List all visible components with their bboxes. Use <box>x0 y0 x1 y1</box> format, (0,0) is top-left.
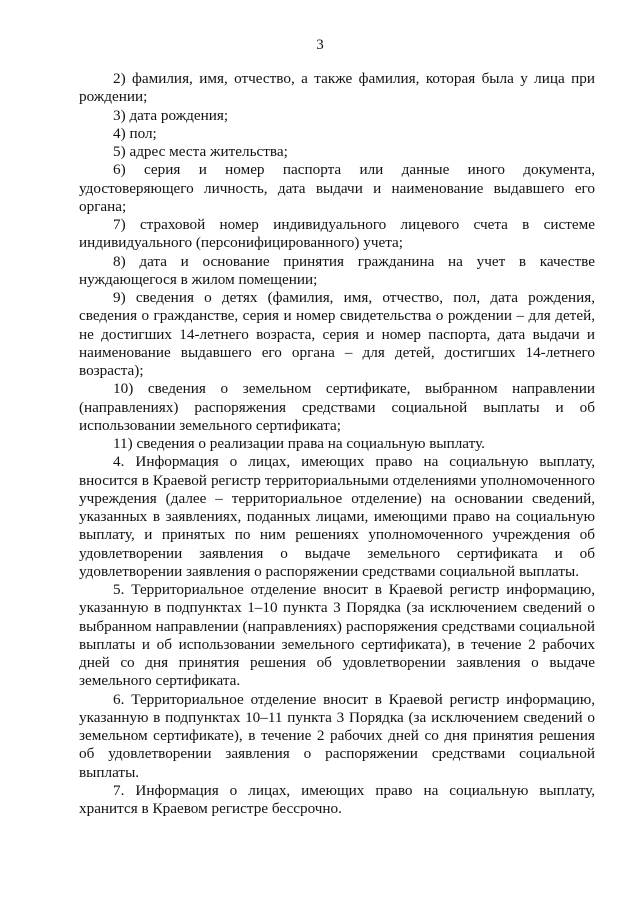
paragraph-item-10: 10) сведения о земельном сертификате, выбранном направлении (направлениях) распоряжения средствами социальной выплаты и об использовании земельного сертификата; <box>79 380 595 434</box>
paragraph-item-11: 11) сведения о реализации права на социальную выплату. <box>113 435 485 452</box>
paragraph-section-4: 4. Информация о лицах, имеющих право на социальную выплату, вносится в Краевой регистр территориальными отделениями уполномоченного учреждения (далее – территориальное отделение) на основании сведений, указанных в заявлениях, поданных лицами, имеющими право на социальную выплату, и принятых по ним решениях уполномоченного учреждения об удовлетворении заявления о выдаче земельного сертификата и об удовлетворении заявления о распоряжении средствами социальной выплаты. <box>79 453 595 580</box>
paragraph-section-7: 7. Информация о лицах, имеющих право на социальную выплату, хранится в Краевом регистре бессрочно. <box>79 781 595 817</box>
paragraph-item-3: 3) дата рождения; <box>113 106 229 124</box>
paragraph-item-4: 4) пол; <box>113 124 157 142</box>
paragraph-section-6: 6. Территориальное отделение вносит в Краевой регистр информацию, указанную в подпунктах 10–11 пункта 3 Порядка (за исключением сведений о земельном сертификате), в течение 2 рабочих дней со дня принятия решения об удовлетворении заявления о распоряжении средствами социальной выплаты. <box>79 690 595 781</box>
paragraph-item-7: 7) страховой номер индивидуального лицевого счета в системе индивидуального (персонифицированного) учета; <box>79 216 595 252</box>
paragraph-item-5: 5) адрес места жительства; <box>113 143 288 160</box>
paragraph-item-8: 8) дата и основание принятия гражданина на учет в качестве нуждающегося в жилом помещении; <box>79 252 595 288</box>
page-number: 3 <box>316 37 324 53</box>
paragraph-section-5: 5. Территориальное отделение вносит в Краевой регистр информацию, указанную в подпунктах 1–10 пункта 3 Порядка (за исключением сведений о выбранном направлении (направлениях) распоряжения средствами социальной выплаты и об использовании земельного сертификата), в течение 2 рабочих дней со дня принятия решения об удовлетворении заявления о выдаче земельного сертификата. <box>79 581 595 690</box>
document-body <box>79 70 595 818</box>
paragraph-item-2: 2) фамилия, имя, отчество, а также фамилия, которая была у лица при рождении; <box>79 70 595 106</box>
paragraph-item-9: 9) сведения о детях (фамилия, имя, отчество, пол, дата рождения, сведения о гражданстве, серия и номер свидетельства о рождении – для детей, не достигших 14-летнего возраста, серия и номер паспорта, дата выдачи и наименование выдавшего его органа – для детей, достигших 14-летнего возраста); <box>79 289 595 379</box>
paragraph-item-6: 6) серия и номер паспорта или данные иного документа, удостоверяющего личность, дата выдачи и наименование выдавшего его органа; <box>79 161 595 215</box>
